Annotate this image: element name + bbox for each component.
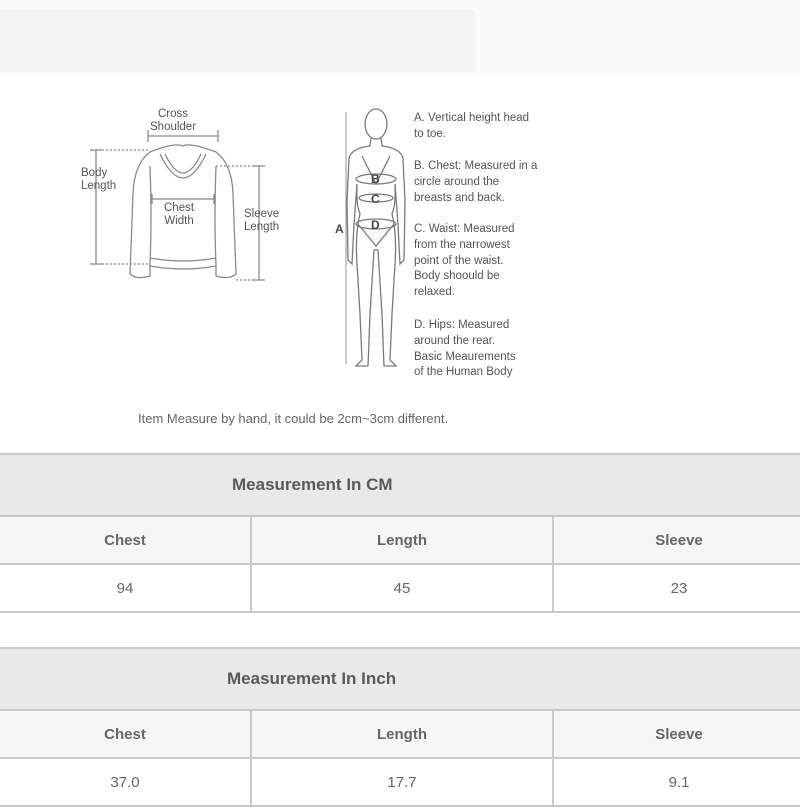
column-header-length: Length xyxy=(251,710,553,758)
top-banner xyxy=(0,0,800,74)
value-sleeve: 9.1 xyxy=(553,758,800,806)
value-sleeve: 23 xyxy=(553,564,800,612)
sleeve-length-label: Sleeve Length xyxy=(244,208,280,233)
column-header-chest: Chest xyxy=(0,710,251,758)
letter-d: D xyxy=(371,218,380,232)
body-length-label: Body Length xyxy=(81,167,117,192)
top-banner-inner xyxy=(0,10,475,72)
measure-note: Item Measure by hand, it could be 2cm~3cm different. xyxy=(138,411,449,426)
column-header-chest: Chest xyxy=(0,516,251,564)
column-header-sleeve: Sleeve xyxy=(553,710,800,758)
legend-b: B. Chest: Measured in a circle around the breasts and back. xyxy=(414,160,538,204)
chest-width-label: Chest Width xyxy=(164,202,195,227)
letter-c: C xyxy=(371,192,380,206)
table-title: Measurement In Inch xyxy=(0,648,800,710)
legend-d: D. Hips: Measured around the rear. Basic Meaurements of the Human Body xyxy=(414,319,516,379)
size-diagram xyxy=(0,74,800,454)
value-length: 45 xyxy=(251,564,553,612)
value-chest: 94 xyxy=(0,564,251,612)
letter-b: B xyxy=(371,172,380,186)
measurement-table-cm xyxy=(0,453,800,613)
column-header-length: Length xyxy=(251,516,553,564)
legend-c: C. Waist: Measured from the narrowest point of the waist. Body shoould be relaxed. xyxy=(414,223,515,299)
legend-a: A. Vertical height head to toe. xyxy=(414,112,530,140)
measurement-table-inch xyxy=(0,647,800,807)
diagram-drawing xyxy=(0,74,800,454)
body-illustration xyxy=(346,109,405,366)
value-length: 17.7 xyxy=(251,758,553,806)
table-title: Measurement In CM xyxy=(0,454,800,516)
value-chest: 37.0 xyxy=(0,758,251,806)
letter-a: A xyxy=(335,222,344,236)
cross-shoulder-label: Cross Shoulder xyxy=(150,108,197,133)
column-header-sleeve: Sleeve xyxy=(553,516,800,564)
